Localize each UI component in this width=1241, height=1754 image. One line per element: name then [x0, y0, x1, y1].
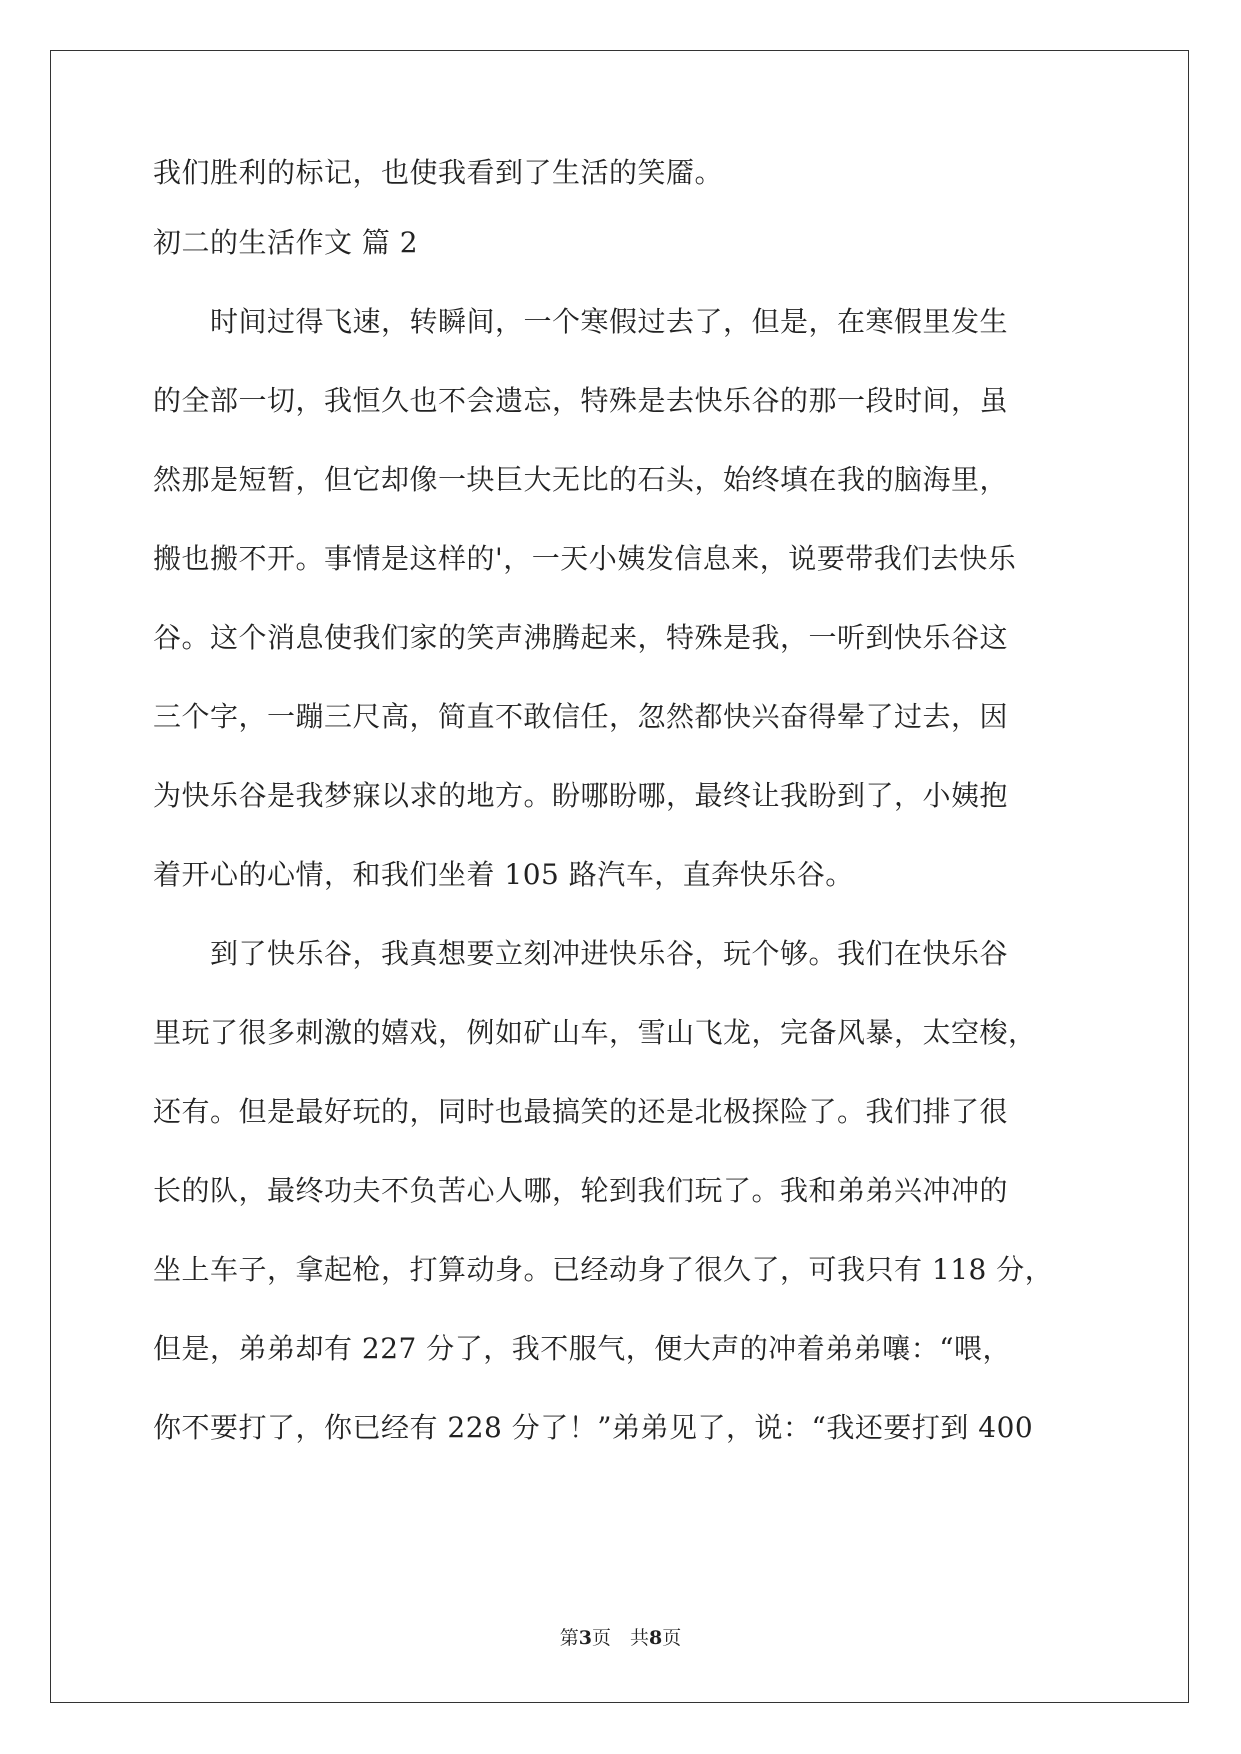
text-line-14: 长的队，最终功夫不负苦心人哪，轮到我们玩了。我和弟弟兴冲冲的 — [153, 1174, 1009, 1207]
page-prefix: 第 — [559, 1627, 579, 1649]
text-line-10: 着开心的心情，和我们坐着 105 路汽车，直奔快乐谷。 — [153, 858, 854, 891]
text-line-15: 坐上车子，拿起枪，打算动身。已经动身了很久了，可我只有 118 分， — [153, 1253, 1054, 1286]
page-mid: 页 共 — [591, 1627, 649, 1649]
text-line-1: 我们胜利的标记，也使我看到了生活的笑靥。 — [153, 156, 724, 189]
page-footer — [0, 1626, 1241, 1650]
text-line-12: 里玩了很多刺激的嬉戏，例如矿山车，雪山飞龙，完备风暴，太空梭， — [153, 1016, 1037, 1049]
page-suffix: 页 — [662, 1627, 682, 1649]
text-line-3: 时间过得飞速，转瞬间，一个寒假过去了，但是，在寒假里发生 — [153, 305, 1009, 338]
text-line-13: 还有。但是最好玩的，同时也最搞笑的还是北极探险了。我们排了很 — [153, 1095, 1009, 1128]
section-heading: 初二的生活作文 篇 2 — [153, 226, 419, 259]
text-line-5: 然那是短暂，但它却像一块巨大无比的石头，始终填在我的脑海里， — [153, 463, 1009, 496]
text-line-9: 为快乐谷是我梦寐以求的地方。盼哪盼哪，最终让我盼到了，小姨抱 — [153, 779, 1009, 812]
text-line-7: 谷。这个消息使我们家的笑声沸腾起来，特殊是我，一听到快乐谷这 — [153, 621, 1009, 654]
page-total: 8 — [649, 1627, 663, 1649]
page-current: 3 — [578, 1627, 592, 1649]
text-line-16: 但是，弟弟却有 227 分了，我不服气，便大声的冲着弟弟嚷：“喂， — [153, 1332, 1012, 1365]
text-line-11: 到了快乐谷，我真想要立刻冲进快乐谷，玩个够。我们在快乐谷 — [153, 937, 1009, 970]
text-line-8: 三个字，一蹦三尺高，简直不敢信任，忽然都快兴奋得晕了过去，因 — [153, 700, 1009, 733]
text-line-17: 你不要打了，你已经有 228 分了！”弟弟见了，说：“我还要打到 400 — [153, 1411, 1034, 1444]
text-line-4: 的全部一切，我恒久也不会遗忘，特殊是去快乐谷的那一段时间，虽 — [153, 384, 1009, 417]
text-line-6: 搬也搬不开。事情是这样的'，一天小姨发信息来，说要带我们去快乐 — [153, 542, 1017, 575]
